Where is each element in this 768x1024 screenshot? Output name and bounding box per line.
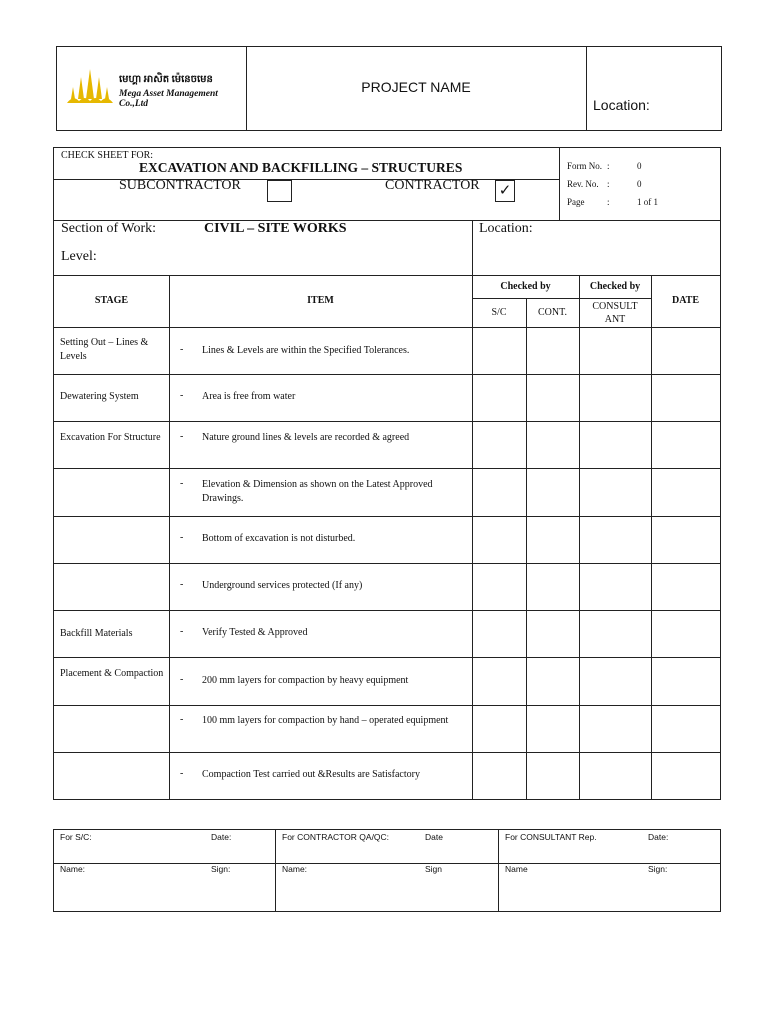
sc-date-label: Date: (211, 832, 232, 842)
contractor-checkbox[interactable]: ✓ (495, 180, 515, 202)
contractor-label: CONTRACTOR (385, 178, 480, 193)
signature-table (53, 829, 721, 912)
company-name-khmer: មេហ្គា អាសិត ម៉េនេចមេន (119, 74, 213, 85)
company-logo (67, 69, 242, 109)
row-dash: - (180, 532, 184, 543)
location-cell (586, 47, 721, 130)
section-of-work-label: Section of Work: (61, 221, 157, 236)
level-label: Level: (61, 249, 97, 264)
row-item: Underground services protected (If any) (202, 580, 363, 591)
row-dash: - (180, 579, 184, 590)
for-contractor-label: For CONTRACTOR QA/QC: (282, 832, 390, 842)
row-stage: Placement & Compaction (60, 668, 164, 679)
col-sc-header: S/C (491, 307, 507, 318)
consultant-name-label: Name (505, 864, 528, 874)
col-date-header: DATE (671, 295, 700, 306)
col-item-header: ITEM (307, 295, 334, 306)
checked-by-header-1: Checked by (500, 281, 551, 292)
colon: : (607, 161, 610, 171)
check-sheet-for-label: CHECK SHEET FOR: (61, 150, 154, 161)
row-dash: - (180, 478, 184, 489)
row-item: 100 mm layers for compaction by hand – operated equipment (202, 715, 449, 726)
colon: : (607, 179, 610, 189)
company-name: Mega Asset Management Co.,Ltd (119, 89, 218, 109)
row-dash: - (180, 674, 184, 685)
col-consultant-header (579, 300, 651, 326)
subcontractor-label: SUBCONTRACTOR (119, 178, 241, 193)
row-item: Lines & Levels are within the Specified Tolerances. (202, 345, 410, 356)
row-dash: - (180, 431, 184, 442)
row-stage: Excavation For Structure (60, 432, 161, 443)
page-label: Page (567, 197, 585, 207)
project-name: PROJECT NAME (361, 79, 471, 95)
colon: : (607, 197, 610, 207)
page-value: 1 of 1 (637, 197, 658, 207)
row-item: Elevation & Dimension as shown on the Latest Approved Drawings. (202, 479, 433, 504)
header-box (56, 46, 722, 131)
for-sc-label: For S/C: (60, 832, 92, 842)
consultant-header-line2: ANT (604, 314, 626, 325)
row-stage: Dewatering System (60, 391, 139, 402)
consultant-date-label: Date: (648, 832, 669, 842)
rev-no-label: Rev. No. (567, 179, 599, 189)
row-dash: - (180, 344, 184, 355)
consultant-header-line1: CONSULT (592, 301, 638, 312)
row-item: Verify Tested & Approved (202, 627, 308, 638)
row-dash: - (180, 626, 184, 637)
row-stage: Backfill Materials (60, 628, 133, 639)
row-item: Compaction Test carried out &Results are Satisfactory (202, 769, 420, 780)
section-of-work-value: CIVIL – SITE WORKS (204, 221, 347, 236)
row-item: Nature ground lines & levels are recorded & agreed (202, 432, 410, 443)
logo-cell (57, 47, 247, 130)
sc-name-label: Name: (60, 864, 86, 874)
contractor-name-label: Name: (282, 864, 308, 874)
form-title: EXCAVATION AND BACKFILLING – STRUCTURES (139, 160, 463, 175)
check-sheet (53, 147, 721, 800)
form-no-value: 0 (637, 161, 642, 171)
row-dash: - (180, 768, 184, 779)
project-cell (246, 47, 587, 130)
col-cont-header: CONT. (538, 307, 567, 318)
form-info (567, 157, 658, 211)
row-item: Bottom of excavation is not disturbed. (202, 533, 356, 544)
col-stage-header: STAGE (94, 295, 129, 306)
row-dash: - (180, 714, 184, 725)
subcontractor-checkbox[interactable] (267, 180, 292, 202)
row-stage: Setting Out – Lines & Levels (60, 337, 149, 362)
sc-sign-label: Sign: (211, 864, 231, 874)
checked-by-header-2: Checked by (589, 281, 641, 292)
section-location-label: Location: (479, 221, 533, 236)
row-item: Area is free from water (202, 391, 296, 402)
consultant-sign-label: Sign: (648, 864, 668, 874)
contractor-date-label: Date (425, 832, 443, 842)
crown-logo-icon (67, 69, 113, 105)
location-label: Location: (593, 97, 650, 113)
form-no-label: Form No. (567, 161, 603, 171)
row-dash: - (180, 390, 184, 401)
contractor-sign-label: Sign (425, 864, 443, 874)
rev-no-value: 0 (637, 179, 642, 189)
for-consultant-label: For CONSULTANT Rep. (505, 832, 597, 842)
row-item: 200 mm layers for compaction by heavy equipment (202, 675, 409, 686)
